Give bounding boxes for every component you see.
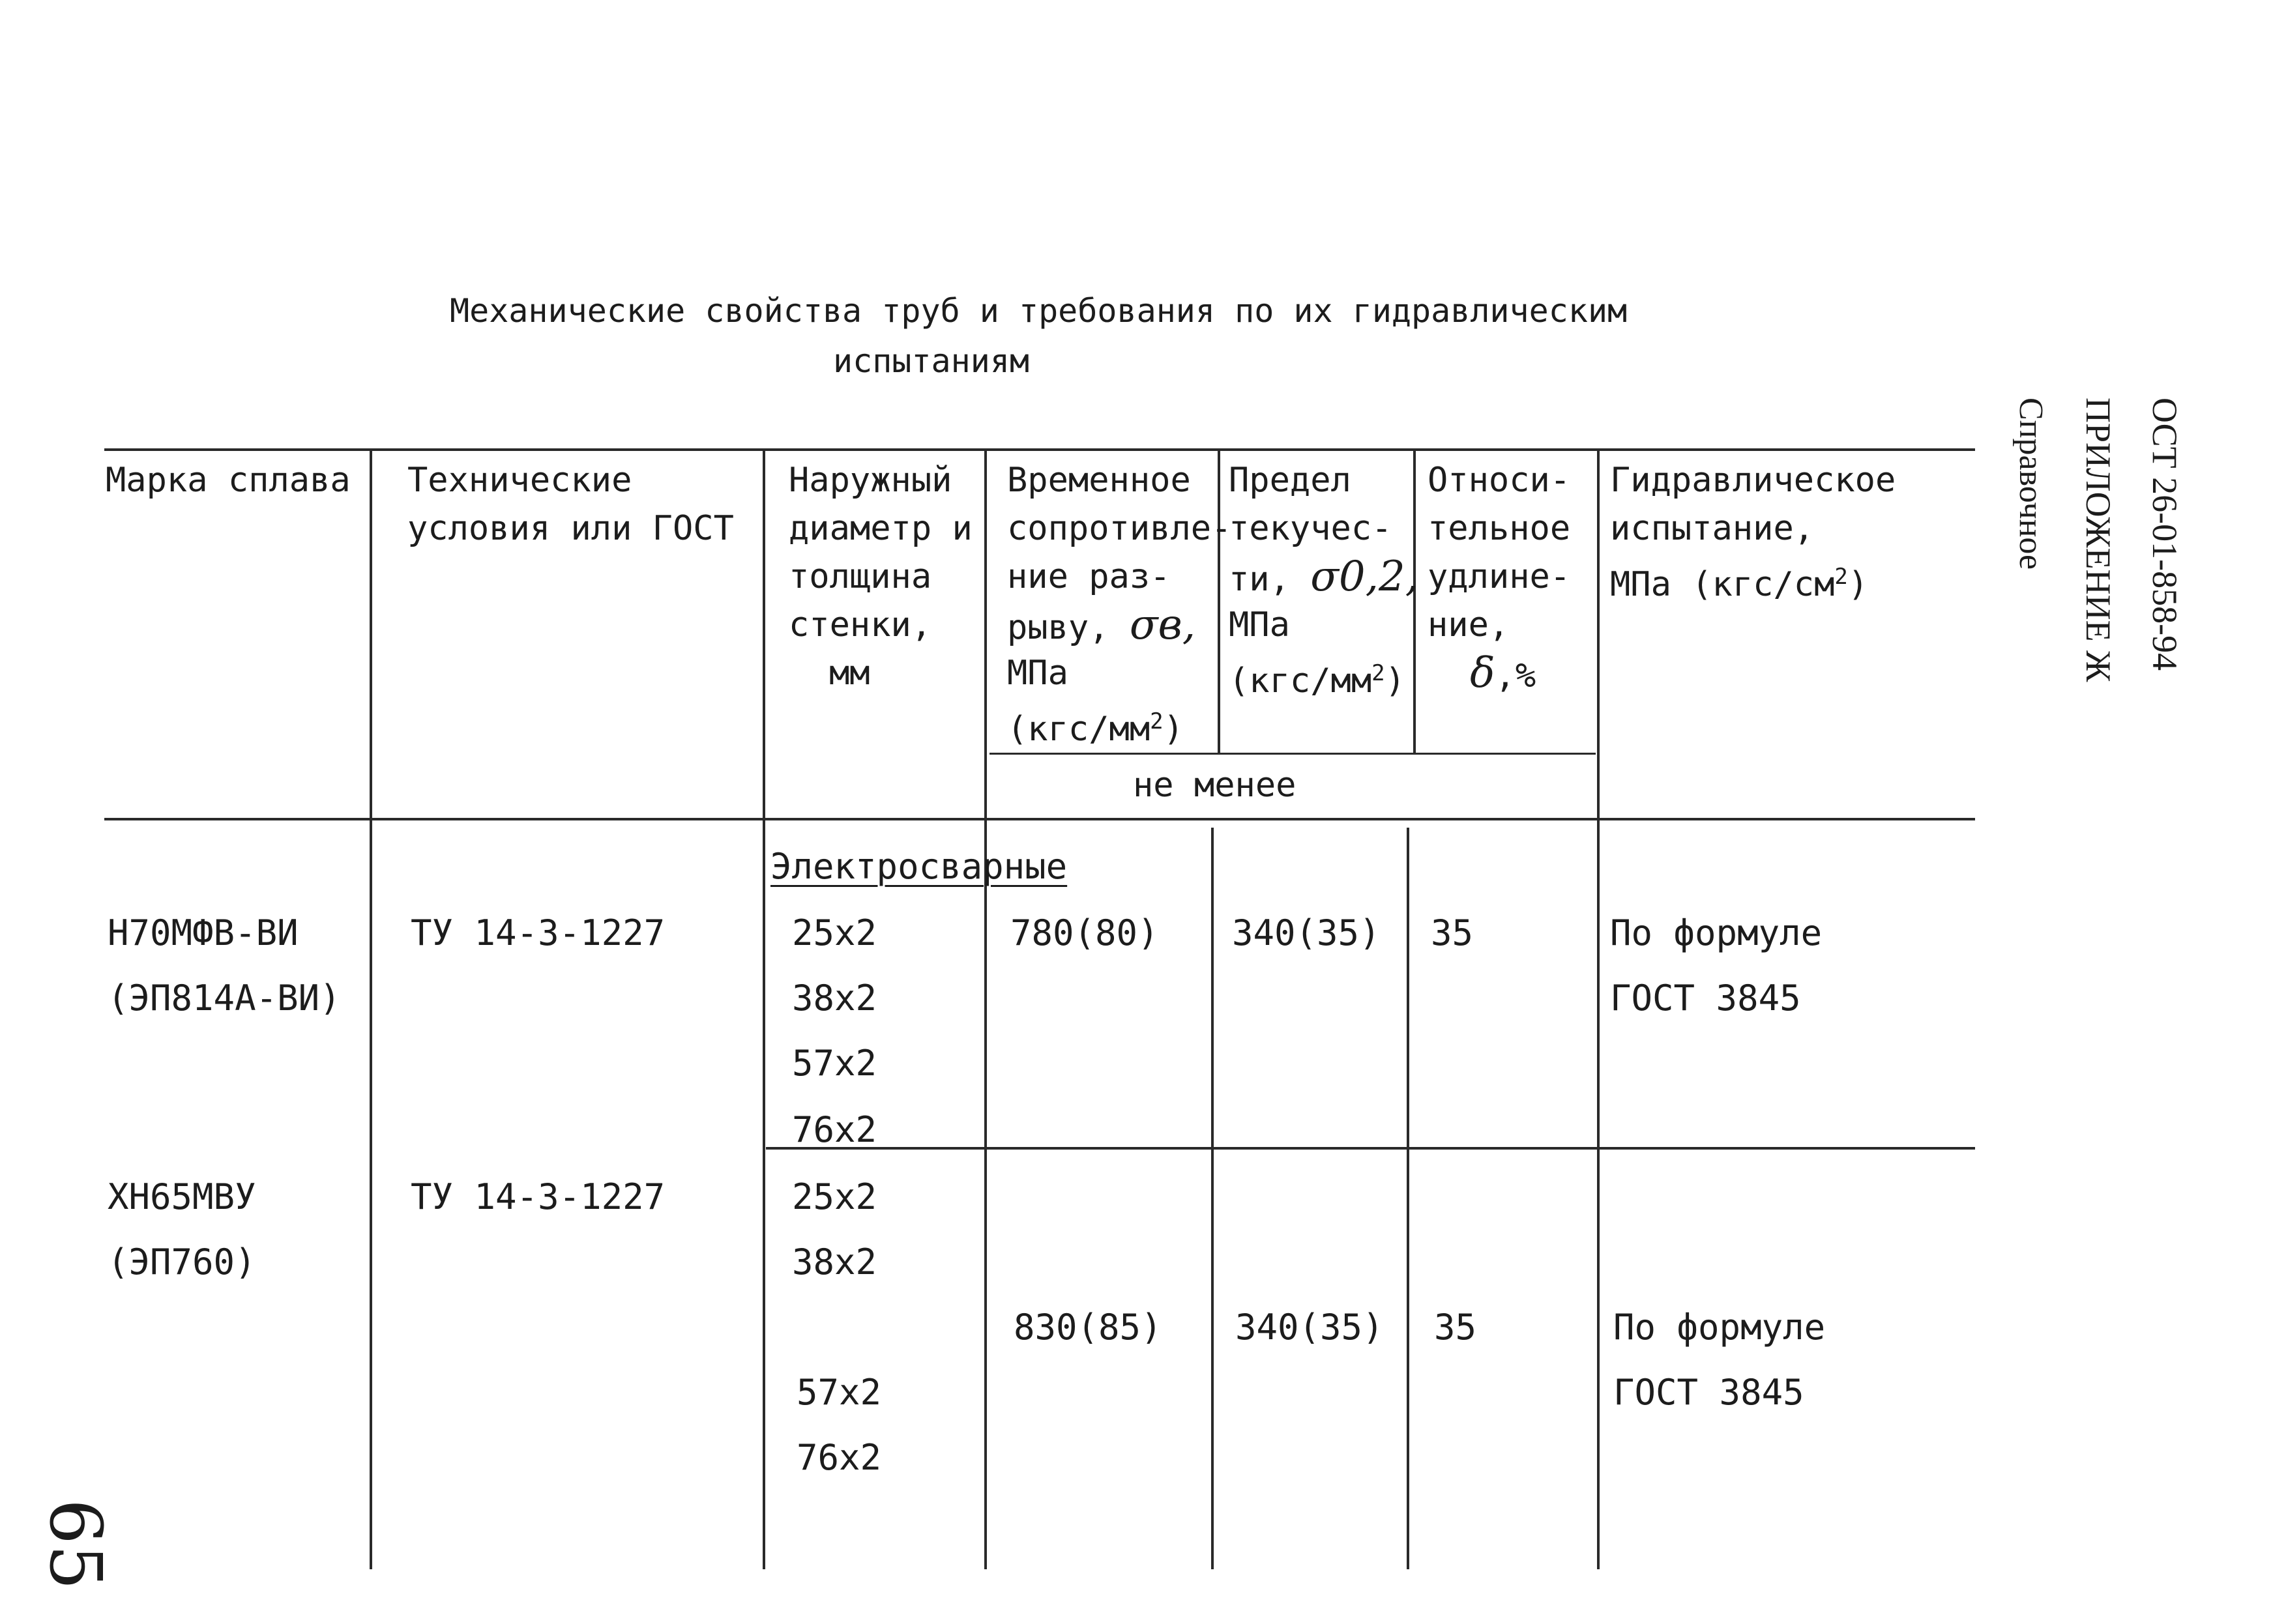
table-title-line-1: Механические свойства труб и требования по их гидравлическим — [450, 292, 1628, 330]
header-tensile-line-6 — [1007, 697, 1184, 753]
row-1-size-3: 57x2 — [792, 1043, 877, 1084]
header-yield-line-1: Предел — [1229, 461, 1351, 500]
header-hyd-line-3 — [1610, 553, 1868, 609]
page-number: 65 — [34, 1499, 117, 1590]
col-divider-4-upper — [1218, 448, 1220, 755]
col-divider-2 — [763, 448, 765, 1569]
header-tensile-line-2: сопротивле- — [1007, 509, 1232, 548]
header-elong-line-1: Относи- — [1428, 461, 1571, 500]
header-tensile-unit: (кгс/мм — [1007, 710, 1150, 749]
col-divider-6 — [1597, 448, 1600, 1569]
header-hyd-line-2: испытание, — [1610, 509, 1815, 548]
sigma-02-symbol: σ0,2, — [1310, 553, 1419, 601]
row-2-grade-line-2: (ЭП760) — [108, 1241, 256, 1283]
row-2-grade-line-1: ХН65МВУ — [108, 1176, 256, 1217]
row-1-size-1: 25x2 — [792, 912, 877, 953]
header-elong-line-3: удлине- — [1428, 557, 1571, 596]
header-tensile-line-4 — [1007, 601, 1195, 652]
header-yield-line-3 — [1229, 553, 1418, 603]
row-2-elongation: 35 — [1434, 1307, 1477, 1348]
header-tensile-word: рыву, — [1007, 608, 1109, 647]
header-diam-line-4: стенки, — [789, 605, 932, 645]
standard-code: ОСТ 26-01-858-94 — [2145, 398, 2184, 671]
header-bottom-rule — [104, 818, 1975, 820]
header-yield-unit-end: ) — [1385, 661, 1405, 701]
row-1-grade-line-2: (ЭП814А-ВИ) — [108, 978, 341, 1019]
row-1-hyd-line-1: По формуле — [1610, 912, 1823, 953]
header-tech-line-1: Технические — [407, 461, 632, 500]
section-label: Электросварные — [770, 846, 1068, 887]
header-tensile-unit-end: ) — [1163, 710, 1184, 749]
row-2-size-1: 25x2 — [792, 1176, 877, 1217]
row-1-grade-line-1: Н70МФВ-ВИ — [108, 912, 299, 953]
header-hyd-unit-sup: 2 — [1834, 564, 1848, 590]
header-diam-line-3: толщина — [789, 557, 932, 596]
header-tensile-unit-sup: 2 — [1150, 708, 1164, 734]
header-tensile-line-3: ние раз- — [1007, 557, 1171, 596]
header-tensile-line-1: Временное — [1007, 461, 1191, 500]
row-1-tech: ТУ 14-3-1227 — [411, 912, 666, 953]
row-1-size-4: 76x2 — [792, 1109, 877, 1150]
row-2-yield: 340(35) — [1235, 1307, 1384, 1348]
row-1-yield: 340(35) — [1232, 912, 1381, 953]
appendix-type: Справочное — [2012, 398, 2049, 570]
header-diam-line-1: Наружный — [789, 461, 952, 500]
header-yield-line-5 — [1229, 649, 1405, 705]
header-grade: Марка сплава — [106, 461, 351, 500]
col-divider-4-lower — [1211, 828, 1214, 1569]
not-less-label: не менее — [1133, 766, 1297, 805]
header-tech-line-2: условия или ГОСТ — [407, 509, 734, 548]
row-1-size-2: 38x2 — [792, 978, 877, 1019]
table-title-line-2: испытаниям — [833, 342, 1030, 380]
header-yield-line-2: текучес- — [1229, 509, 1392, 548]
row-1-tensile: 780(80) — [1010, 912, 1159, 953]
header-elong-line-4: ние, — [1428, 605, 1510, 645]
header-tensile-line-5: МПа — [1007, 654, 1068, 693]
header-diam-line-5: мм — [829, 654, 870, 693]
appendix-label: ПРИЛОЖЕНИЕ Ж — [2079, 398, 2118, 682]
header-hyd-unit-end: ) — [1847, 565, 1869, 604]
row-2-tech: ТУ 14-3-1227 — [411, 1176, 666, 1217]
header-elong-line-2: тельное — [1428, 509, 1571, 548]
delta-symbol: δ — [1470, 649, 1495, 697]
header-yield-line-4: МПа — [1229, 605, 1290, 645]
row-2-hyd-line-2: ГОСТ 3845 — [1613, 1372, 1804, 1413]
table-top-rule — [104, 448, 1975, 451]
row-2-size-2: 38x2 — [792, 1241, 877, 1283]
col-divider-3 — [984, 448, 987, 1569]
col-divider-5-lower — [1407, 828, 1409, 1569]
row-2-size-4: 76x2 — [797, 1437, 882, 1478]
row-2-size-3: 57x2 — [797, 1372, 882, 1413]
header-yield-unit: (кгс/мм — [1229, 661, 1372, 701]
header-hyd-unit: МПа (кгс/см — [1610, 565, 1835, 604]
row-2-tensile: 830(85) — [1014, 1307, 1162, 1348]
sigma-b-symbol: σв, — [1129, 601, 1196, 649]
header-diam-line-2: диаметр и — [789, 509, 973, 548]
row-1-elongation: 35 — [1431, 912, 1474, 953]
header-elong-line-5 — [1470, 649, 1536, 700]
row-2-hyd-line-1: По формуле — [1613, 1307, 1826, 1348]
header-elong-unit: ,% — [1495, 656, 1536, 695]
col-divider-1 — [370, 448, 372, 1569]
row-separator-rule — [766, 1147, 1975, 1150]
header-yield-word: ти, — [1229, 560, 1290, 599]
header-hyd-line-1: Гидравлическое — [1610, 461, 1896, 500]
header-yield-unit-sup: 2 — [1371, 660, 1385, 686]
row-1-hyd-line-2: ГОСТ 3845 — [1610, 978, 1801, 1019]
